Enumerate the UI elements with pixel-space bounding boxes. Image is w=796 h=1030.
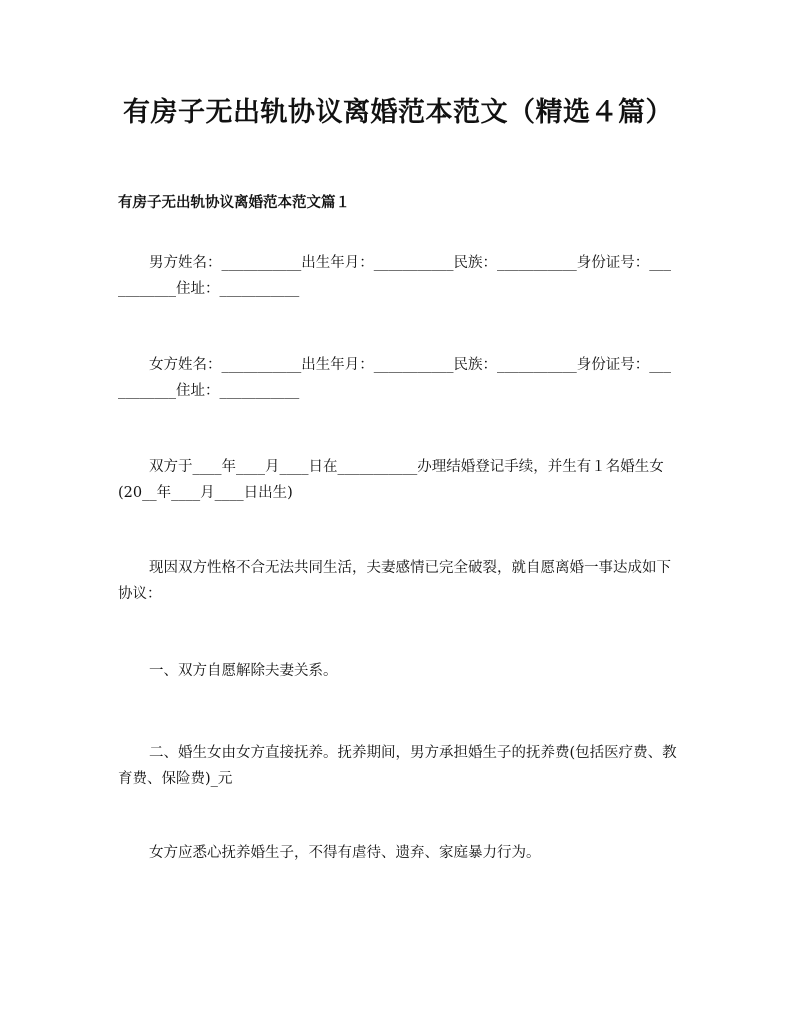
paragraph-male-info: 男方姓名：___________出生年月：___________民族：___________身份证号：___________住址：___________ bbox=[118, 255, 671, 297]
paragraph-clause-2: 二、婚生女由女方直接抚养。抚养期间，男方承担婚生子的抚养费(包括医疗费、教育费、保险费)_元 bbox=[118, 745, 677, 787]
document-title: 有房子无出轨协议离婚范本范文（精选４篇） bbox=[123, 97, 673, 128]
paragraph-divorce-reason: 现因双方性格不合无法共同生活，夫妻感情已完全破裂，就自愿离婚一事达成如下协议： bbox=[118, 560, 671, 602]
section-heading: 有房子无出轨协议离婚范本范文篇１ bbox=[118, 194, 350, 211]
paragraph-marriage-registration: 双方于____年____月____日在___________办理结婚登记手续，并生有１名婚生女(20__年____月____日出生) bbox=[118, 459, 664, 501]
paragraph-female-info: 女方姓名：___________出生年月：___________民族：___________身份证号：___________住址：___________ bbox=[118, 357, 671, 399]
paragraph-custody-duty: 女方应悉心抚养婚生子，不得有虐待、遗弃、家庭暴力行为。 bbox=[149, 845, 541, 861]
paragraph-clause-1: 一、双方自愿解除夫妻关系。 bbox=[149, 663, 338, 679]
